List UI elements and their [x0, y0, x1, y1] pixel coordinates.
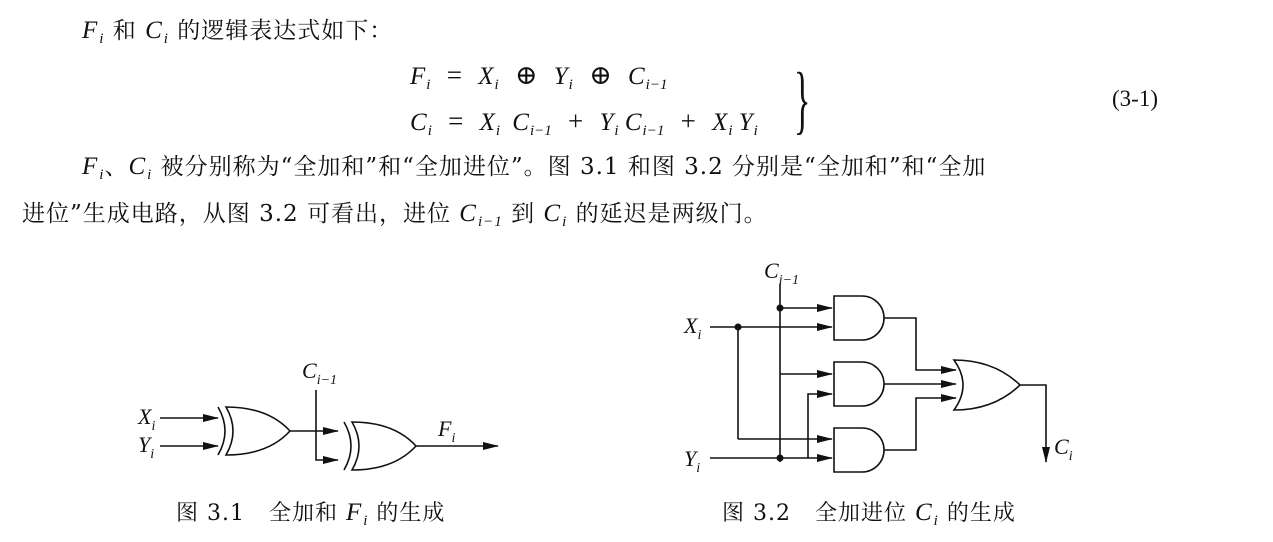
wire-and1-or — [884, 318, 956, 370]
label-C-out: C — [1054, 434, 1069, 459]
wire-and3-or — [884, 398, 956, 450]
label-Y-sub: i — [150, 447, 155, 462]
var-C: C — [543, 200, 562, 227]
eq2-C1: C — [512, 109, 529, 136]
sub-i-minus-1: i−1 — [477, 214, 503, 230]
label-F: F — [438, 416, 452, 441]
eq1-Y: Y — [553, 63, 568, 90]
sub-i: i — [163, 31, 169, 47]
sub-i: i — [147, 167, 153, 183]
eq2-Y: Y — [599, 109, 614, 136]
figure-3-1-caption — [176, 496, 445, 527]
caption-text: 图 3.1 全加和 — [176, 501, 338, 526]
eq2-equals: = — [448, 106, 464, 136]
plus-symbol: + — [568, 106, 584, 136]
caption-text: 图 3.2 全加进位 — [722, 501, 907, 526]
eq1-C: C — [627, 63, 645, 90]
figure-3-2-junctions — [735, 305, 784, 462]
junction-c1 — [777, 305, 784, 312]
or-gate — [954, 360, 1020, 410]
eq2-X2: X — [712, 109, 728, 136]
paragraph-text: 被分别称为“全加和”和“全加进位”。图 3.1 和图 3.2 分别是“全加和”和“全加 — [160, 154, 987, 180]
var-F: F — [82, 17, 99, 44]
eq2-lhs-sub: i — [427, 123, 432, 139]
eq2-lhs: C — [410, 109, 427, 136]
label-Y: Y — [684, 446, 697, 471]
plus-symbol: + — [680, 106, 696, 136]
and-gate-3 — [834, 428, 884, 472]
figure-3-2-caption — [722, 496, 1016, 527]
label-C: C — [302, 358, 317, 383]
caption-text: 的生成 — [376, 501, 446, 526]
label-C-in: C — [764, 258, 779, 283]
svg-text:Ci — [1054, 434, 1073, 464]
sub-i: i — [99, 167, 105, 183]
label-Y: Y — [138, 432, 151, 457]
caption-sub: i — [933, 513, 939, 529]
eq1-X: X — [478, 63, 494, 90]
eq2-C2: C — [624, 109, 642, 136]
label-X: X — [138, 404, 152, 429]
var-C: C — [145, 17, 163, 44]
equation-brace: } — [794, 58, 811, 142]
eq2-C1-sub: i−1 — [529, 123, 552, 139]
label-X-sub: i — [151, 419, 156, 434]
wire-y-and2 — [808, 394, 832, 458]
xor-gate-2 — [344, 422, 416, 470]
svg-text:Yi — [138, 432, 154, 462]
label-F-sub: i — [451, 431, 456, 446]
paragraph-text: 到 — [511, 201, 536, 227]
eq2-X2-sub: i — [728, 123, 733, 139]
eq2-Y-sub: i — [614, 123, 619, 139]
eq2-Y2-sub: i — [753, 123, 758, 139]
junction-y — [777, 455, 784, 462]
eq1-lhs-sub: i — [426, 77, 431, 93]
caption-C: C — [914, 499, 933, 526]
equation-number: (3-1) — [1112, 86, 1158, 111]
wire-carry-in — [316, 390, 338, 460]
var-C: C — [128, 153, 147, 180]
svg-text:Yi — [684, 446, 700, 476]
eq2-C2-sub: i−1 — [642, 123, 665, 139]
svg-text:Xi — [683, 313, 701, 343]
sub-i: i — [562, 214, 568, 230]
label-Y-sub: i — [696, 461, 701, 476]
svg-text:Xi — [137, 404, 155, 434]
sub-i: i — [99, 31, 105, 47]
figure-3-2-circuit — [710, 284, 1046, 472]
eq1-equals: = — [446, 60, 462, 90]
separator: 、 — [104, 154, 129, 180]
junction-x — [735, 324, 742, 331]
figure-3-2-labels — [683, 258, 1073, 476]
var-C: C — [459, 200, 477, 227]
xor-symbol: ⊕ — [589, 60, 612, 90]
label-C-out-sub: i — [1068, 449, 1073, 464]
svg-text:Ci−1 — [302, 358, 337, 388]
eq2-X-sub: i — [495, 123, 501, 139]
paragraph-text: 的延迟是两级门。 — [575, 201, 768, 227]
label-X-sub: i — [697, 328, 702, 343]
eq2-X: X — [479, 109, 495, 136]
caption-text: 的生成 — [946, 501, 1016, 526]
label-X: X — [684, 313, 698, 338]
and-gate-1 — [834, 296, 884, 340]
intro-tail: 的逻辑表达式如下： — [177, 18, 394, 44]
xor-symbol: ⊕ — [514, 60, 538, 90]
eq1-lhs: F — [410, 63, 426, 90]
and-gate-2 — [834, 362, 884, 406]
label-C-sub: i−1 — [316, 373, 338, 388]
label-C-in-sub: i−1 — [778, 273, 800, 288]
eq2-Y2: Y — [738, 109, 753, 136]
xor-gate-1 — [218, 407, 290, 455]
paragraph-text: 进位”生成电路，从图 3.2 可看出，进位 — [22, 201, 451, 227]
caption-sub: i — [363, 513, 369, 529]
eq1-X-sub: i — [494, 77, 499, 93]
svg-text:Ci−1 — [764, 258, 799, 288]
svg-text:Fi — [437, 416, 455, 446]
wire-carry-out — [1020, 385, 1046, 462]
eq1-C-sub: i−1 — [645, 77, 668, 93]
caption-F: F — [345, 499, 363, 526]
word-and: 和 — [112, 18, 137, 44]
eq1-Y-sub: i — [568, 77, 573, 93]
var-F: F — [82, 153, 99, 180]
